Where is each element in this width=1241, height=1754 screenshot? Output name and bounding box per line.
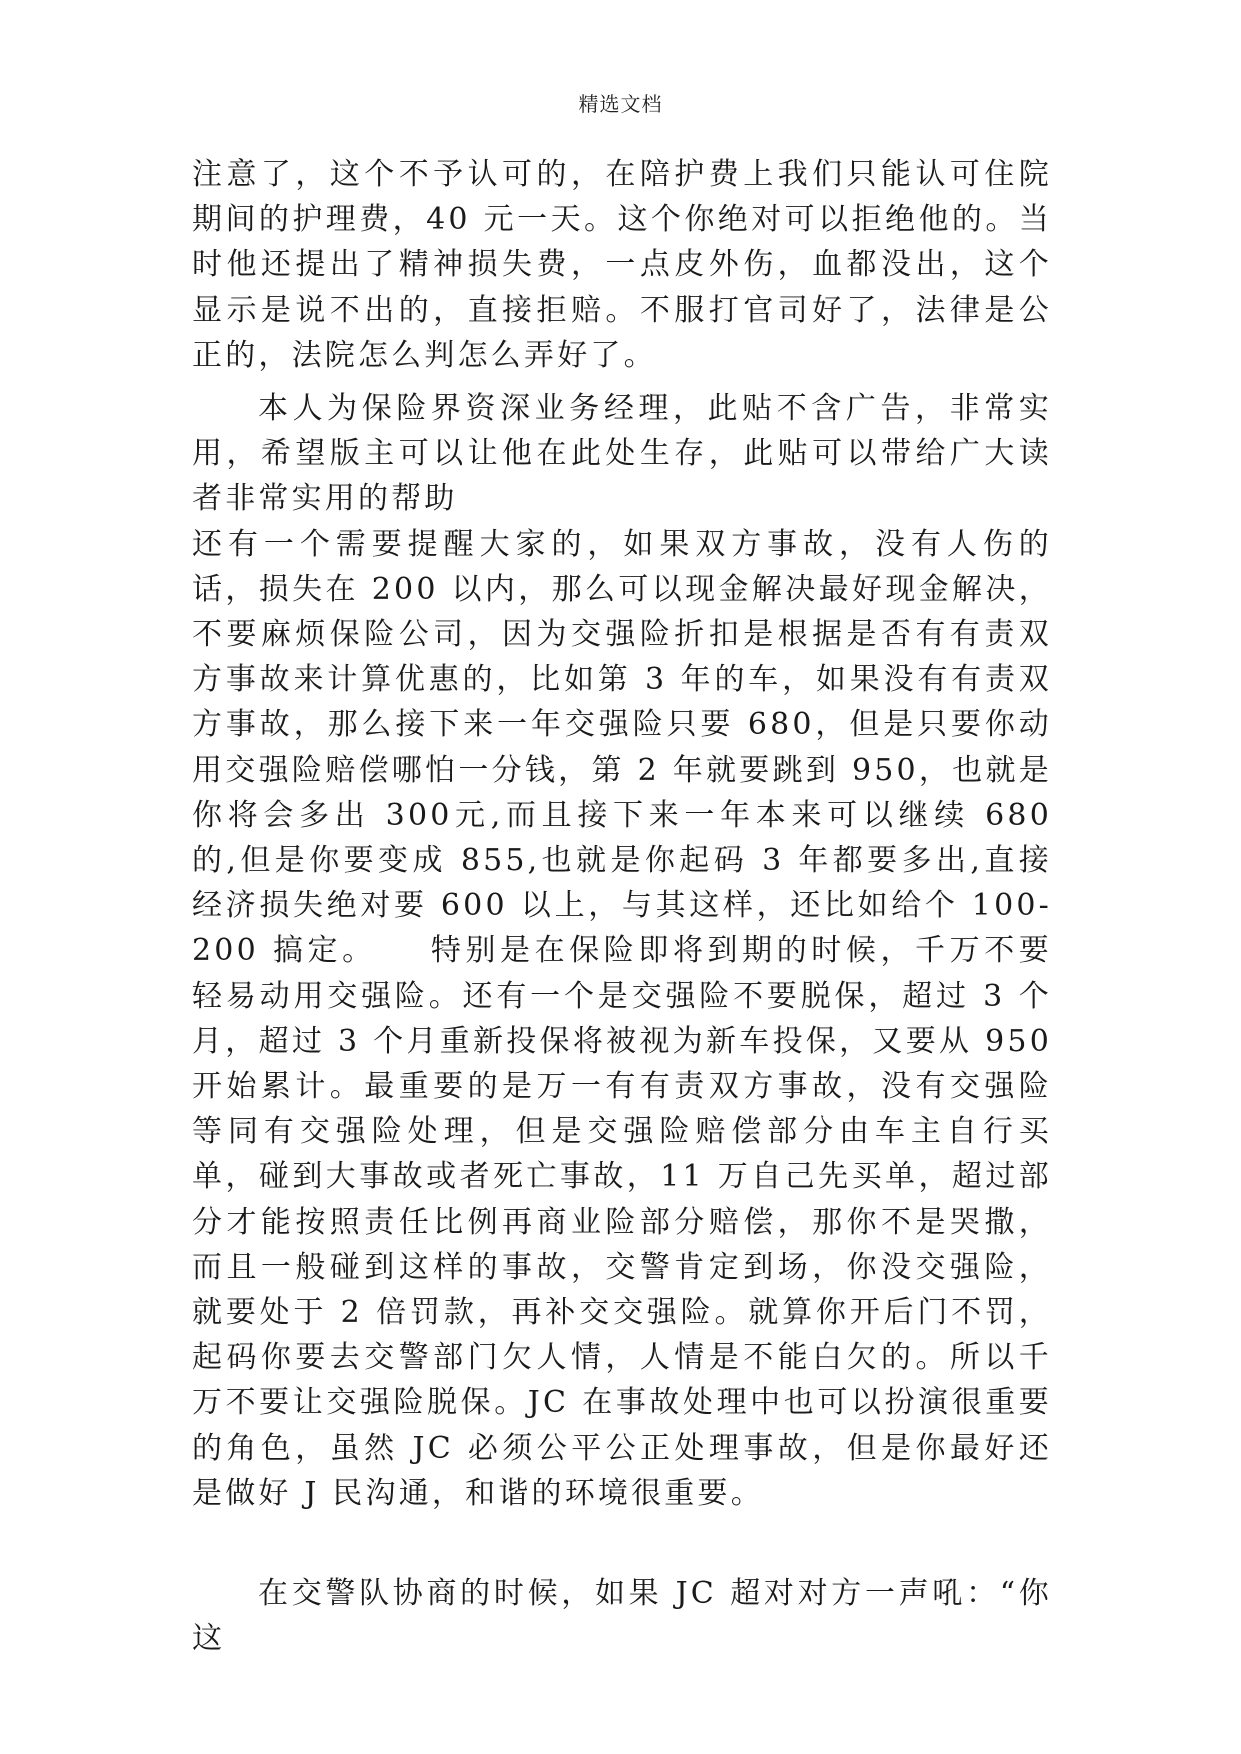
document-body — [192, 152, 1052, 1662]
paragraph-author-note: 本人为保险界资深业务经理，此贴不含广告，非常实用，希望版主可以让他在此处生存，此贴可以带给广大读者非常实用的帮助 — [192, 391, 1052, 517]
paragraph-nursing-fee: 注意了，这个不予认可的，在陪护费上我们只能认可住院期间的护理费，40 元一天。这个你绝对可以拒绝他的。当时他还提出了精神损失费，一点皮外伤，血都没出，这个显示是说不出的，直接拒赔。不服打官司好了，法律是公正的，法院怎么判怎么弄好了。 — [192, 157, 1052, 373]
paragraph-traffic-police: 在交警队协商的时候，如果 JC 超对对方一声吼：“你这 — [192, 1576, 1052, 1657]
paragraph-compulsory-insurance: 还有一个需要提醒大家的，如果双方事故，没有人伤的话，损失在 200 以内，那么可以现金解决最好现金解决，不要麻烦保险公司，因为交强险折扣是根据是否有有责双方事故来计算优惠的，比如第 3 年的车，如果没有有责双方事故，那么接下来一年交强险只要 680，但是只要你动用交强险赔偿哪怕一分钱，第 2 年就要跳到 950，也就是你将会多出 300元,而且接下来一年本来可以继续 680 的,但是你要变成 855,也就是你起码 3 年都要多出,直接经济损失绝对要 600 以上，与其这样，还比如给个 100-200 搞定。 特别是在保险即将到期的时候，千万不要轻易动用交强险。还有一个是交强险不要脱保，超过 3 个月，超过 3 个月重新投保将被视为新车投保，又要从 950 开始累计。最重要的是万一有有责双方事故，没有交强险等同有交强险处理，但是交强险赔偿部分由车主自行买单，碰到大事故或者死亡事故，11 万自己先买单，超过部分才能按照责任比例再商业险部分赔偿，那你不是哭撒，而且一般碰到这样的事故，交警肯定到场，你没交强险，就要处于 2 倍罚款，再补交交强险。就算你开后门不罚，起码你要去交警部门欠人情，人情是不能白欠的。所以千万不要让交强险脱保。JC 在事故处理中也可以扮演很重要的角色，虽然 JC 必须公平公正处理事故，但是你最好还是做好 J 民沟通，和谐的环境很重要。 — [192, 526, 1052, 1511]
page-header: 精选文档 — [578, 92, 663, 116]
